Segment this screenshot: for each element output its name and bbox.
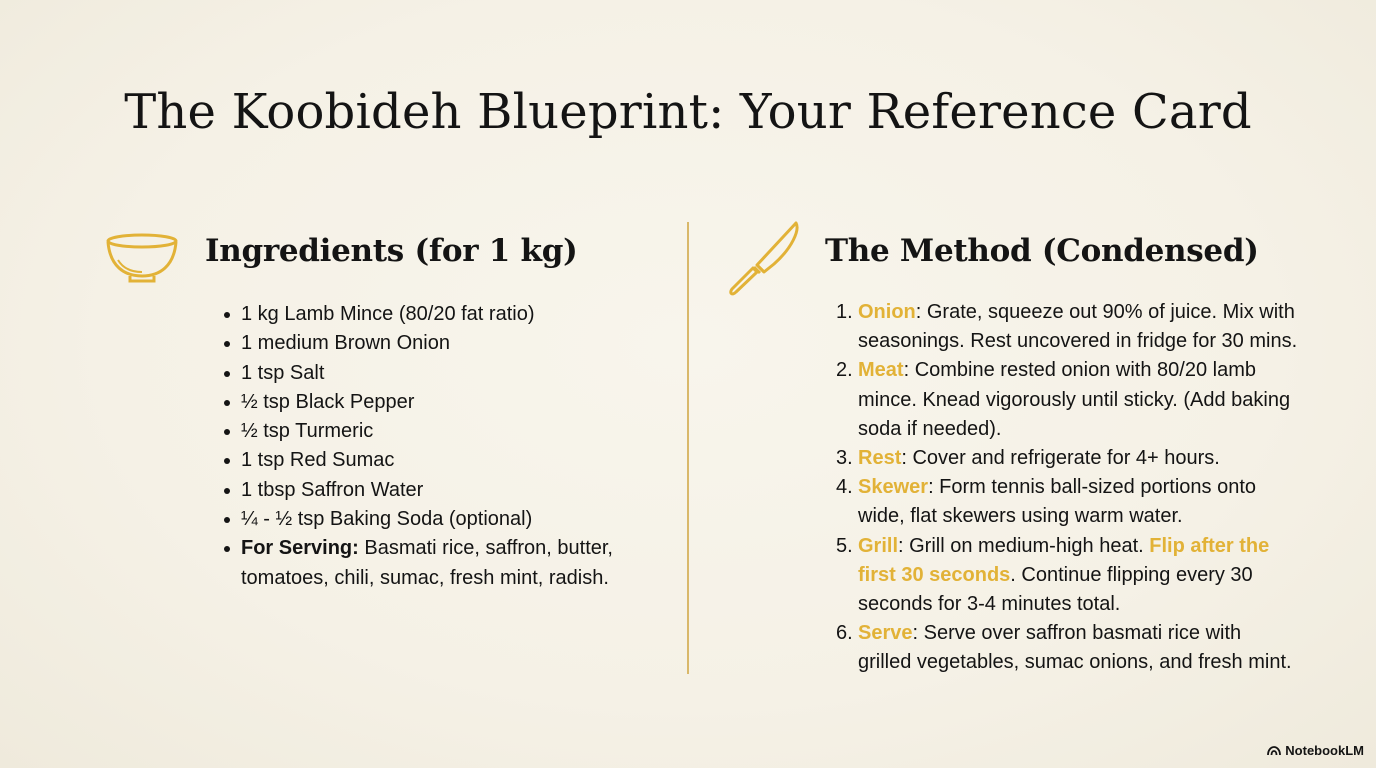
brand-name: NotebookLM (1285, 743, 1364, 758)
step-highlight: Flip after the first 30 seconds (858, 534, 1270, 586)
list-item: 1 medium Brown Onion (241, 329, 641, 358)
step-number: 2. (836, 359, 853, 382)
step-number: 6. (836, 622, 853, 645)
method-step (836, 444, 1298, 473)
serving-item (241, 534, 641, 593)
list-item: ½ tsp Black Pepper (241, 388, 641, 417)
serving-text: Basmati rice, saffron, butter, tomatoes, chili, sumac, fresh mint, radish. (241, 537, 613, 589)
step-label: Grill (858, 534, 899, 557)
column-divider (687, 222, 689, 674)
step-text: : Serve over saffron basmati rice with grilled vegetables, sumac onions, and fresh mint. (858, 622, 1292, 674)
knife-icon (726, 220, 802, 300)
step-text: : Combine rested onion with 80/20 lamb mince. Knead vigorously until sticky. (Add baking soda if needed). (858, 359, 1291, 440)
step-text: : Form tennis ball-sized portions onto wide, flat skewers using warm water. (858, 476, 1256, 528)
step-number: 4. (836, 476, 853, 499)
step-text: : Cover and refrigerate for 4+ hours. (901, 447, 1220, 470)
ingredients-heading: Ingredients (for 1 kg) (205, 233, 578, 269)
method-step (836, 619, 1298, 677)
list-item: 1 tsp Salt (241, 359, 641, 388)
list-item: 1 tsp Red Sumac (241, 446, 641, 475)
notebooklm-logo-icon (1267, 746, 1281, 756)
step-text: : Grill on medium-high heat. (898, 534, 1150, 557)
method-list (836, 298, 1298, 678)
method-step (836, 532, 1298, 620)
step-number: 5. (836, 534, 853, 557)
method-step (836, 298, 1298, 356)
method-heading: The Method (Condensed) (825, 233, 1259, 269)
list-item: ½ tsp Turmeric (241, 417, 641, 446)
list-item: 1 tbsp Saffron Water (241, 476, 641, 505)
ingredients-list (241, 300, 641, 593)
serving-label: For Serving: (241, 537, 359, 560)
step-text: : Grate, squeeze out 90% of juice. Mix with seasonings. Rest uncovered in fridge for 30 mins. (858, 301, 1298, 353)
bowl-icon (104, 232, 180, 286)
step-label: Serve (858, 622, 913, 645)
page-title: The Koobideh Blueprint: Your Reference Card (124, 84, 1252, 140)
notebooklm-brand (1267, 743, 1364, 758)
step-number: 3. (836, 447, 853, 470)
method-step (836, 473, 1298, 531)
step-number: 1. (836, 301, 853, 323)
method-step (836, 356, 1298, 444)
step-label: Rest (858, 447, 902, 470)
step-label: Meat (858, 359, 904, 382)
step-label: Onion (858, 301, 916, 323)
step-text-after: . Continue flipping every 30 seconds for 3-4 minutes total. (858, 563, 1253, 616)
list-item: 1 kg Lamb Mince (80/20 fat ratio) (241, 300, 641, 329)
step-label: Skewer (858, 476, 929, 499)
list-item: ¼ - ½ tsp Baking Soda (optional) (241, 505, 641, 534)
